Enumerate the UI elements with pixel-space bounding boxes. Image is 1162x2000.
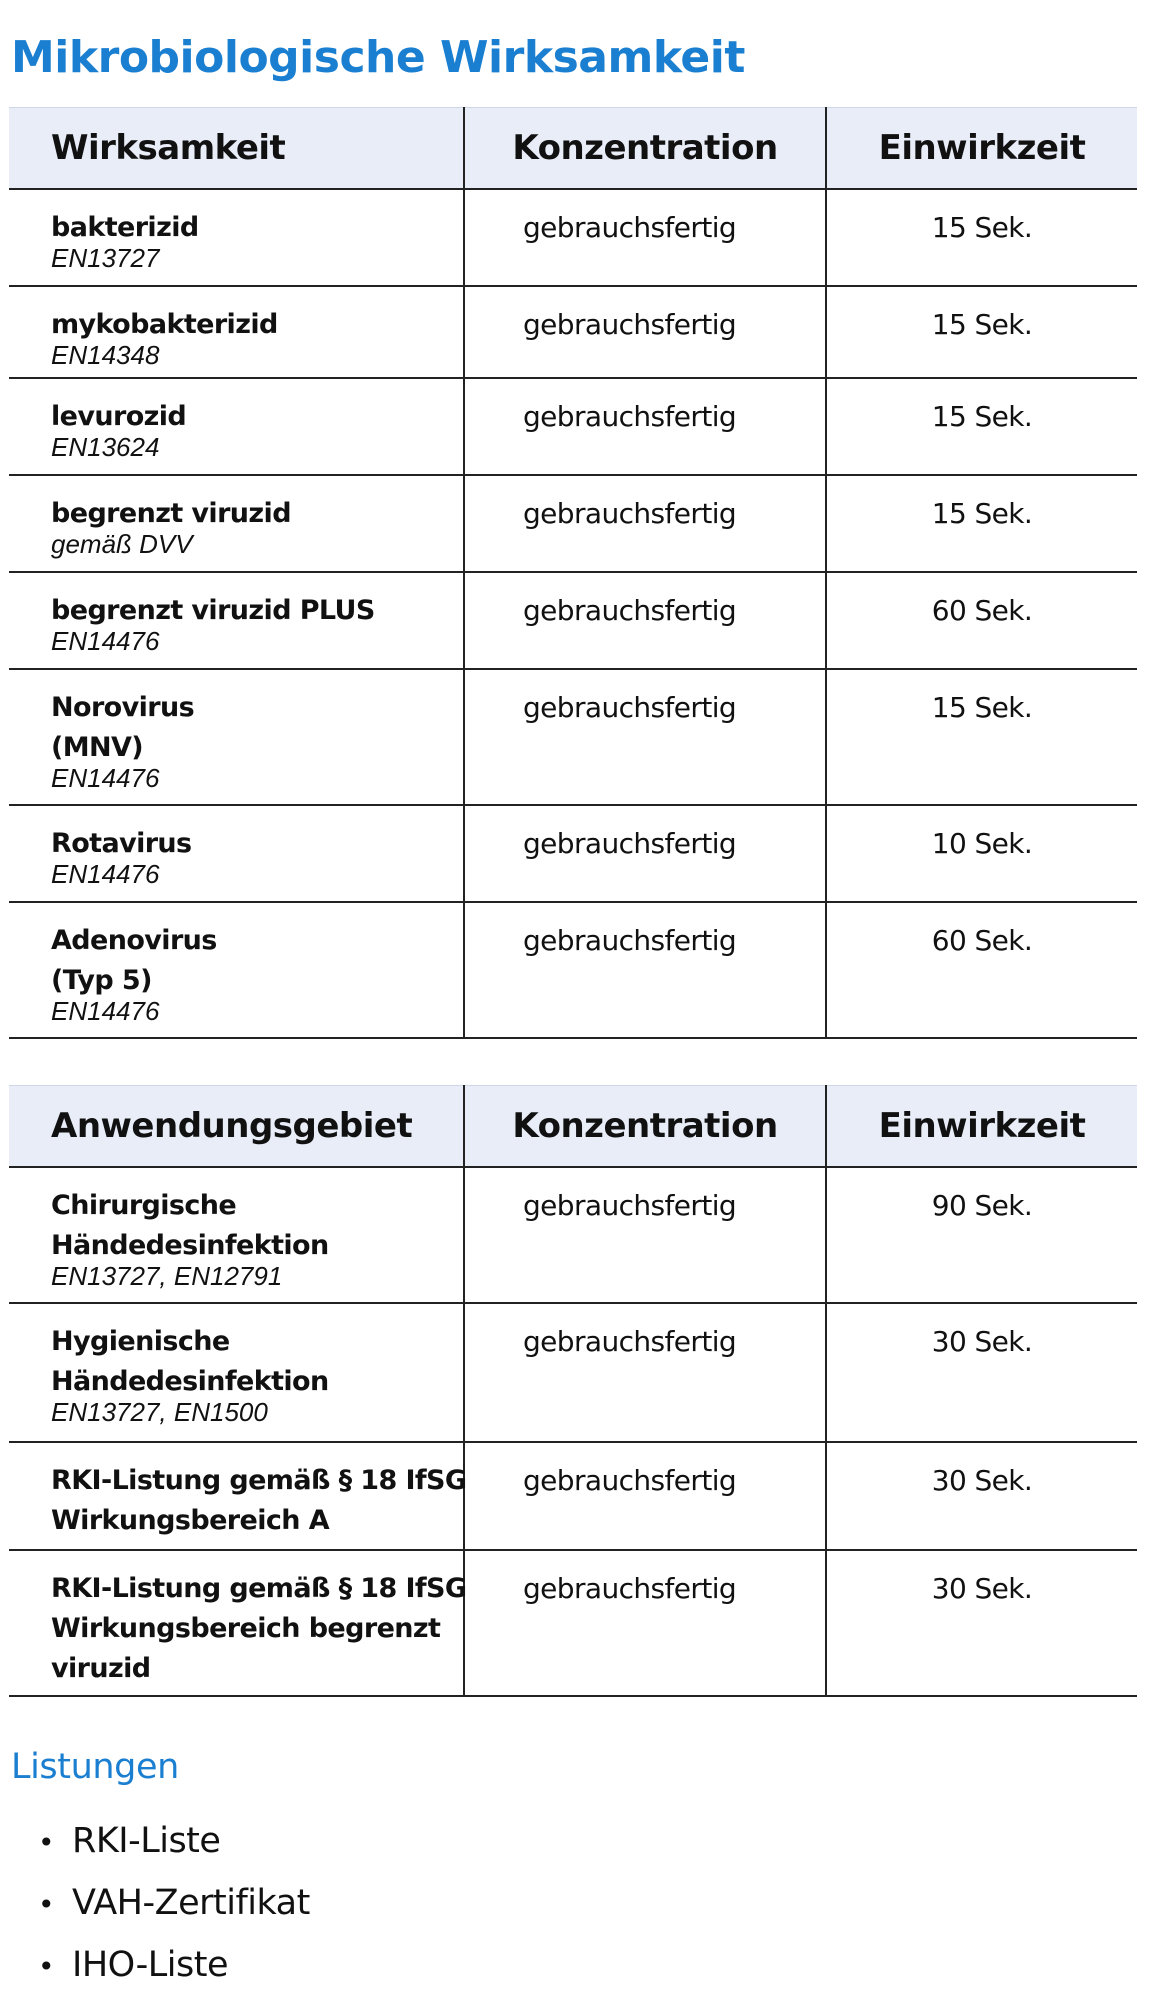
table-row: [9, 805, 1137, 902]
row-label-cell: [9, 1442, 467, 1550]
row-concentration: gebrauchsfertig: [464, 805, 826, 902]
row-label: levurozid: [51, 401, 187, 432]
list-item-label: VAH-Zertifikat: [72, 1883, 310, 1923]
bullet-icon: •: [38, 1950, 55, 1983]
row-label-cell: [9, 378, 464, 475]
header-wirksamkeit: Wirksamkeit: [9, 108, 464, 190]
row-time: 10 Sek.: [826, 805, 1137, 902]
table-row: [9, 475, 1137, 572]
row-time: 30 Sek.: [826, 1442, 1137, 1550]
row-label: Wirkungsbereich A: [51, 1505, 329, 1536]
row-concentration: gebrauchsfertig: [464, 572, 826, 669]
header-konzentration: Konzentration: [464, 1086, 826, 1168]
table-row: [9, 669, 1137, 805]
bullet-icon: •: [38, 1888, 55, 1921]
list-item: [38, 1810, 310, 1872]
header-einwirkzeit: Einwirkzeit: [826, 1086, 1137, 1168]
row-norm: EN13727, EN1500: [51, 1397, 268, 1427]
bullet-icon: •: [38, 1826, 55, 1859]
row-time: 60 Sek.: [826, 572, 1137, 669]
table-row: [9, 902, 1137, 1038]
row-label-cell: [9, 572, 464, 669]
row-norm: gemäß DVV: [51, 529, 193, 559]
row-label-cell: [9, 902, 464, 1038]
row-norm: EN14348: [51, 340, 160, 370]
table-row: [9, 1303, 1137, 1442]
row-label-cell: [9, 1303, 464, 1442]
row-concentration: gebrauchsfertig: [464, 1303, 826, 1442]
header-anwendungsgebiet: Anwendungsgebiet: [9, 1086, 464, 1168]
listings-list: [38, 1810, 310, 1996]
application-table: [9, 1085, 1137, 1697]
page-title: Mikrobiologische Wirksamkeit: [11, 32, 745, 83]
row-label: Hygienische: [51, 1326, 230, 1357]
row-time: 15 Sek.: [826, 378, 1137, 475]
row-label: RKI-Listung gemäß § 18 IfSG: [51, 1573, 467, 1604]
list-item-label: IHO-Liste: [72, 1945, 229, 1985]
row-norm: EN14476: [51, 763, 160, 793]
table-row: [9, 572, 1137, 669]
row-label: Norovirus: [51, 692, 195, 723]
row-concentration: gebrauchsfertig: [464, 475, 826, 572]
row-label: mykobakterizid: [51, 309, 278, 340]
row-label: begrenzt viruzid: [51, 498, 291, 529]
row-label: begrenzt viruzid PLUS: [51, 595, 375, 626]
row-label-cell: [9, 286, 464, 378]
row-label: Händedesinfektion: [51, 1230, 329, 1261]
row-concentration: gebrauchsfertig: [464, 378, 826, 475]
row-time: 15 Sek.: [826, 286, 1137, 378]
list-item: [38, 1872, 310, 1934]
row-concentration: gebrauchsfertig: [464, 1167, 826, 1303]
table-row: [9, 1442, 1137, 1550]
table-header-row: [9, 1086, 1137, 1168]
row-label: Rotavirus: [51, 828, 192, 859]
header-einwirkzeit: Einwirkzeit: [826, 108, 1137, 190]
row-norm: EN13624: [51, 432, 160, 462]
listings-title: Listungen: [11, 1747, 179, 1787]
row-concentration: gebrauchsfertig: [464, 1550, 826, 1696]
table-row: [9, 1550, 1137, 1696]
row-norm: EN14476: [51, 859, 160, 889]
row-time: 60 Sek.: [826, 902, 1137, 1038]
row-time: 30 Sek.: [826, 1303, 1137, 1442]
table-row: [9, 1167, 1137, 1303]
row-label: Händedesinfektion: [51, 1366, 329, 1397]
list-item: [38, 1934, 310, 1996]
row-time: 90 Sek.: [826, 1167, 1137, 1303]
row-time: 15 Sek.: [826, 475, 1137, 572]
row-label-cell: [9, 1550, 467, 1696]
table-row: [9, 378, 1137, 475]
row-label: Adenovirus: [51, 925, 217, 956]
row-norm: EN14476: [51, 626, 160, 656]
row-concentration: gebrauchsfertig: [464, 1442, 826, 1550]
table-row: [9, 189, 1137, 286]
row-label: RKI-Listung gemäß § 18 IfSG: [51, 1465, 467, 1496]
table-header-row: [9, 108, 1137, 190]
row-norm: EN13727: [51, 243, 160, 273]
row-concentration: gebrauchsfertig: [464, 902, 826, 1038]
header-konzentration: Konzentration: [464, 108, 826, 190]
row-label-cell: [9, 475, 464, 572]
row-label: viruzid: [51, 1653, 151, 1684]
row-label: (Typ 5): [51, 965, 152, 996]
row-time: 15 Sek.: [826, 669, 1137, 805]
row-label-cell: [9, 805, 464, 902]
row-label-cell: [9, 189, 464, 286]
row-concentration: gebrauchsfertig: [464, 189, 826, 286]
row-label: Wirkungsbereich begrenzt: [51, 1613, 441, 1644]
row-concentration: gebrauchsfertig: [464, 669, 826, 805]
row-label: bakterizid: [51, 212, 199, 243]
row-concentration: gebrauchsfertig: [464, 286, 826, 378]
efficacy-table: [9, 107, 1137, 1039]
row-time: 15 Sek.: [826, 189, 1137, 286]
row-label: (MNV): [51, 732, 144, 763]
row-label-cell: [9, 1167, 464, 1303]
row-label-cell: [9, 669, 464, 805]
row-norm: EN13727, EN12791: [51, 1261, 283, 1291]
row-label: Chirurgische: [51, 1190, 237, 1221]
row-norm: EN14476: [51, 996, 160, 1026]
table-row: [9, 286, 1137, 378]
row-time: 30 Sek.: [826, 1550, 1137, 1696]
list-item-label: RKI-Liste: [72, 1821, 221, 1861]
